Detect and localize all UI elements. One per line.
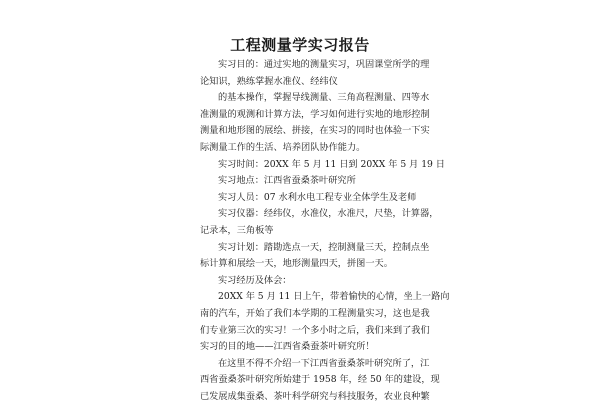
- text-line: 的基本操作，掌握导线测量、三角高程测量、四等水: [218, 92, 430, 104]
- text-line: 实习人员：07 水利水电工程专业全体学生及老师: [218, 191, 417, 203]
- text-line: 记录本，三角板等: [200, 224, 274, 236]
- text-line: 际测量工作的生活、培养团队协作能力。: [200, 141, 366, 153]
- document-body: [200, 57, 450, 405]
- text-line: 标计算和展绘一天，地形测量四天，拼图一天。: [200, 258, 393, 270]
- document-title: 工程测量学实习报告: [230, 36, 370, 54]
- text-line: 实习的目的地——江西省桑蚕茶叶研究所！: [200, 341, 375, 353]
- text-line: 实习经历及体会：: [218, 274, 292, 286]
- text-line: 们专业第三次的实习！一个多小时之后，我们来到了我们: [200, 324, 430, 336]
- text-line: 已发展成集蚕桑、茶叶科学研究与科技服务，农业良种繁: [200, 390, 430, 402]
- text-line: 南的汽车，开始了我们本学期的工程测量实习，这也是我: [200, 307, 430, 319]
- text-line: 实习地点：江西省蚕桑茶叶研究所: [218, 175, 356, 187]
- text-line: 实习计划：踏勘选点一天，控制测量三天，控制点坐: [218, 241, 430, 253]
- text-line: 实习仪器：经纬仪，水准仪，水准尺，尺垫，计算器，: [218, 208, 439, 220]
- text-line: 测量和地形图的展绘、拼接，在实习的同时也体验一下实: [200, 125, 430, 137]
- text-line: 20XX 年 5 月 11 日上午，带着愉快的心情，坐上一路向: [218, 291, 450, 303]
- text-line: 论知识，熟练掌握水准仪、经纬仪: [200, 75, 338, 87]
- text-line: 准测量的观测和计算方法，学习如何进行实地的地形控制: [200, 108, 430, 120]
- text-line: 西省蚕桑茶叶研究所始建于 1958 年，经 50 年的建设，现: [200, 374, 440, 386]
- text-line: 实习目的：通过实地的测量实习，巩固课堂所学的理: [218, 59, 430, 70]
- text-line: 在这里不得不介绍一下江西省蚕桑茶叶研究所了，江: [218, 357, 430, 369]
- text-line: 实习时间：20XX 年 5 月 11 日到 20XX 年 5 月 19 日: [218, 158, 445, 170]
